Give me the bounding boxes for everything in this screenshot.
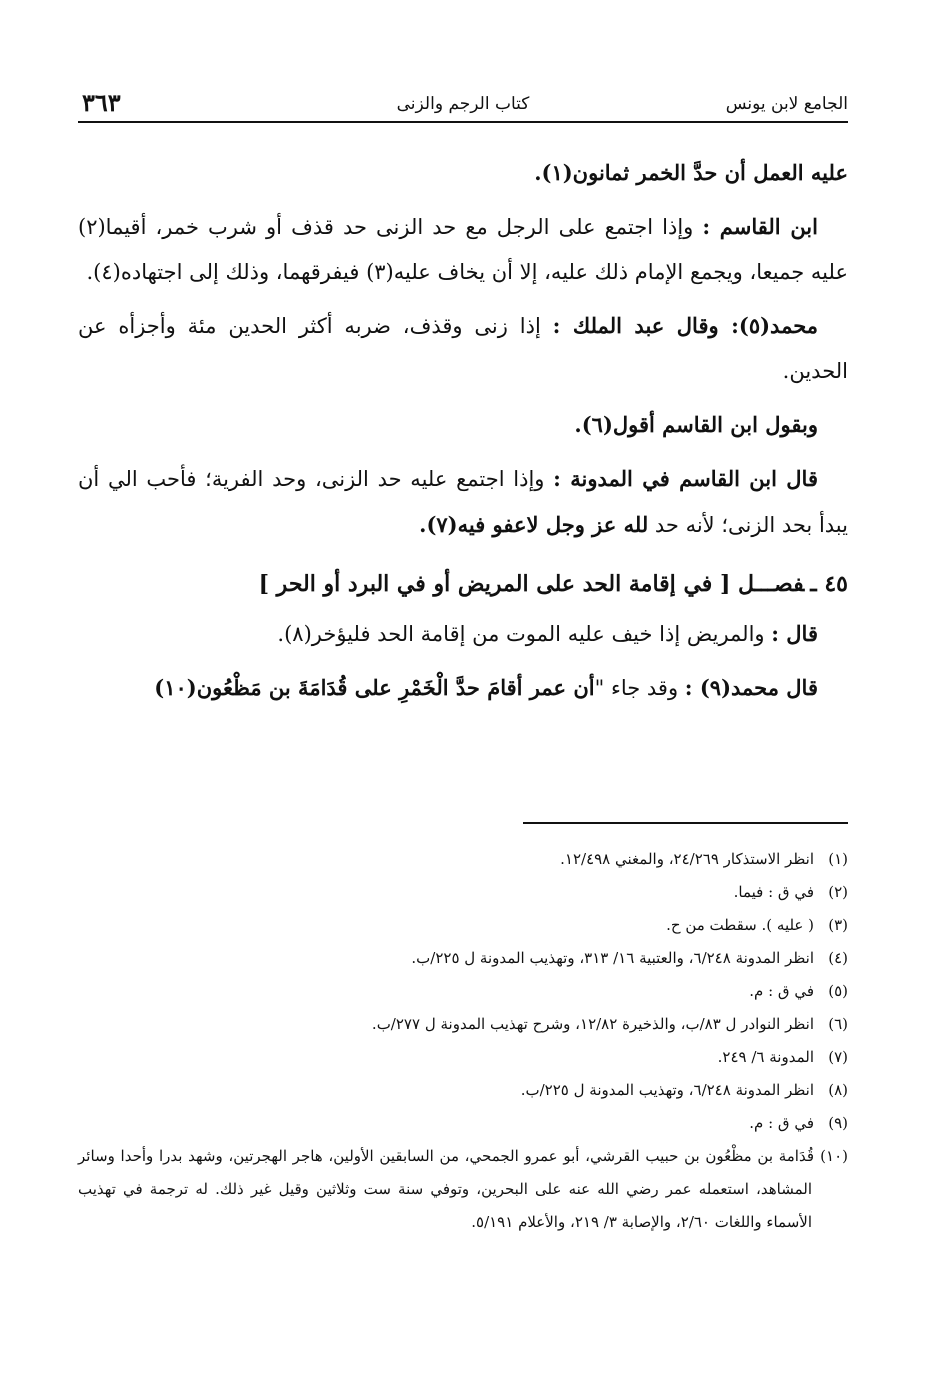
paragraph-2: [78, 204, 848, 295]
paragraph-7: [78, 665, 848, 711]
paragraph-5-bold: لله عز وجل لاعفو فيه(٧).: [419, 512, 649, 537]
page-number: ٣٦٣: [82, 88, 121, 117]
footnote-text: في ق : م.: [749, 1114, 814, 1132]
footnote: [78, 1041, 848, 1074]
footnote: [78, 1107, 848, 1140]
paragraph-7-text: وقد جاء ": [594, 676, 685, 700]
footnote-text: ( عليه ). سقطت من ح.: [666, 916, 814, 934]
footnote-number: (٧): [828, 1048, 848, 1066]
running-header: [78, 88, 848, 122]
chapter-title: كتاب الرجم والزنى: [396, 94, 530, 114]
paragraph-3-text: إذا زنى وقذف، ضربه أكثر الحدين مئة وأجزأه عن الحدين.: [78, 314, 848, 383]
main-text: [78, 150, 848, 719]
footnote-number: (٨): [828, 1081, 848, 1099]
paragraph-7-label: قال محمد(٩) :: [684, 675, 818, 700]
footnote-number: (٢): [828, 883, 848, 901]
footnote-number: (٣): [828, 916, 848, 934]
paragraph-1: [78, 150, 848, 196]
footnote: [78, 942, 848, 975]
paragraph-1-text: عليه العمل أن حدَّ الخمر ثمانون(١).: [534, 160, 848, 185]
header-rule: [78, 121, 848, 123]
section-number: ٤٥ ـ: [810, 571, 848, 597]
footnote-text: قُدَامة بن مظْعُون بن حبيب القرشي، أبو عمرو الجمحي، من السابقين الأولين، هاجر الهجرتين، وشهد بدرا وأحدا وسائر المشاهد، استعمله عمر رضي الله عنه على البحرين، وتوفي سنة ست وثلاثين وقيل غير ذلك. له ترجمة في تهذيب الأسماء واللغات ٢/٦٠، والإصابة ٣/ ٢١٩، والأعلام ٥/١٩١.: [78, 1147, 814, 1231]
paragraph-2-label: ابن القاسم :: [702, 214, 818, 239]
paragraph-3-label: محمد(٥): وقال عبد الملك :: [552, 313, 819, 338]
paragraph-5-label: قال ابن القاسم في المدونة :: [553, 466, 818, 491]
paragraph-5-text: وإذا اجتمع عليه حد الزنى، وحد الفرية؛ فأحب الي أن يبدأ بحد الزنى؛ لأنه حد: [78, 467, 848, 537]
footnote-text: في ق : فيما.: [733, 883, 814, 901]
footnote-number: (٦): [828, 1015, 848, 1033]
paragraph-4-text: وبقول ابن القاسم أقول(٦).: [574, 412, 818, 437]
footnote-separator: [523, 822, 848, 824]
footnote-number: (٤): [828, 949, 848, 967]
footnote: [78, 843, 848, 876]
paragraph-5: [78, 456, 848, 548]
book-title: الجامع لابن يونس: [725, 94, 848, 114]
footnote-text: المدونة ٦/ ٢٤٩.: [717, 1048, 814, 1066]
paragraph-7-bold: أن عمر أقامَ حدَّ الْخَمْرِ على قُدَامَةَ بن مَظْعُون(١٠): [154, 675, 595, 700]
section-title: فصـــل [ في إقامة الحد على المريض أو في البرد أو الحر ]: [258, 571, 805, 597]
footnote-text: في ق : م.: [749, 982, 814, 1000]
footnote: [78, 1140, 848, 1239]
footnote: [78, 975, 848, 1008]
footnote: [78, 1074, 848, 1107]
document-page: [78, 0, 848, 1382]
footnotes: [78, 843, 848, 1239]
footnote-number: (١٠): [820, 1147, 848, 1165]
footnote: [78, 1008, 848, 1041]
paragraph-6: [78, 611, 848, 657]
footnote-number: (٥): [828, 982, 848, 1000]
footnote-text: انظر الاستذكار ٢٤/٢٦٩، والمغني ١٢/٤٩٨.: [560, 850, 814, 868]
paragraph-3: [78, 303, 848, 394]
paragraph-2-text: وإذا اجتمع على الرجل مع حد الزنى حد قذف أو شرب خمر، أقيما(٢) عليه جميعا، ويجمع الإمام ذلك عليه، إلا أن يخاف عليه(٣) فيفرقهما، وذلك إلى اجتهاده(٤).: [78, 215, 848, 284]
footnote-text: انظر النوادر ل ٨٣/ب، والذخيرة ١٢/٨٢، وشرح تهذيب المدونة ل ٢٧٧/ب.: [371, 1015, 814, 1033]
section-heading: [78, 562, 848, 607]
footnote-text: انظر المدونة ٦/٢٤٨، والعتبية ١٦/ ٣١٣، وتهذيب المدونة ل ٢٢٥/ب.: [411, 949, 814, 967]
paragraph-6-label: قال :: [771, 621, 818, 646]
footnote-number: (١): [828, 850, 848, 868]
footnote-number: (٩): [828, 1114, 848, 1132]
paragraph-6-text: والمريض إذا خيف عليه الموت من إقامة الحد فليؤخر(٨).: [277, 622, 772, 646]
footnote: [78, 876, 848, 909]
footnote-text: انظر المدونة ٦/٢٤٨، وتهذيب المدونة ل ٢٢٥/ب.: [520, 1081, 814, 1099]
paragraph-4: [78, 402, 848, 448]
footnote: [78, 909, 848, 942]
